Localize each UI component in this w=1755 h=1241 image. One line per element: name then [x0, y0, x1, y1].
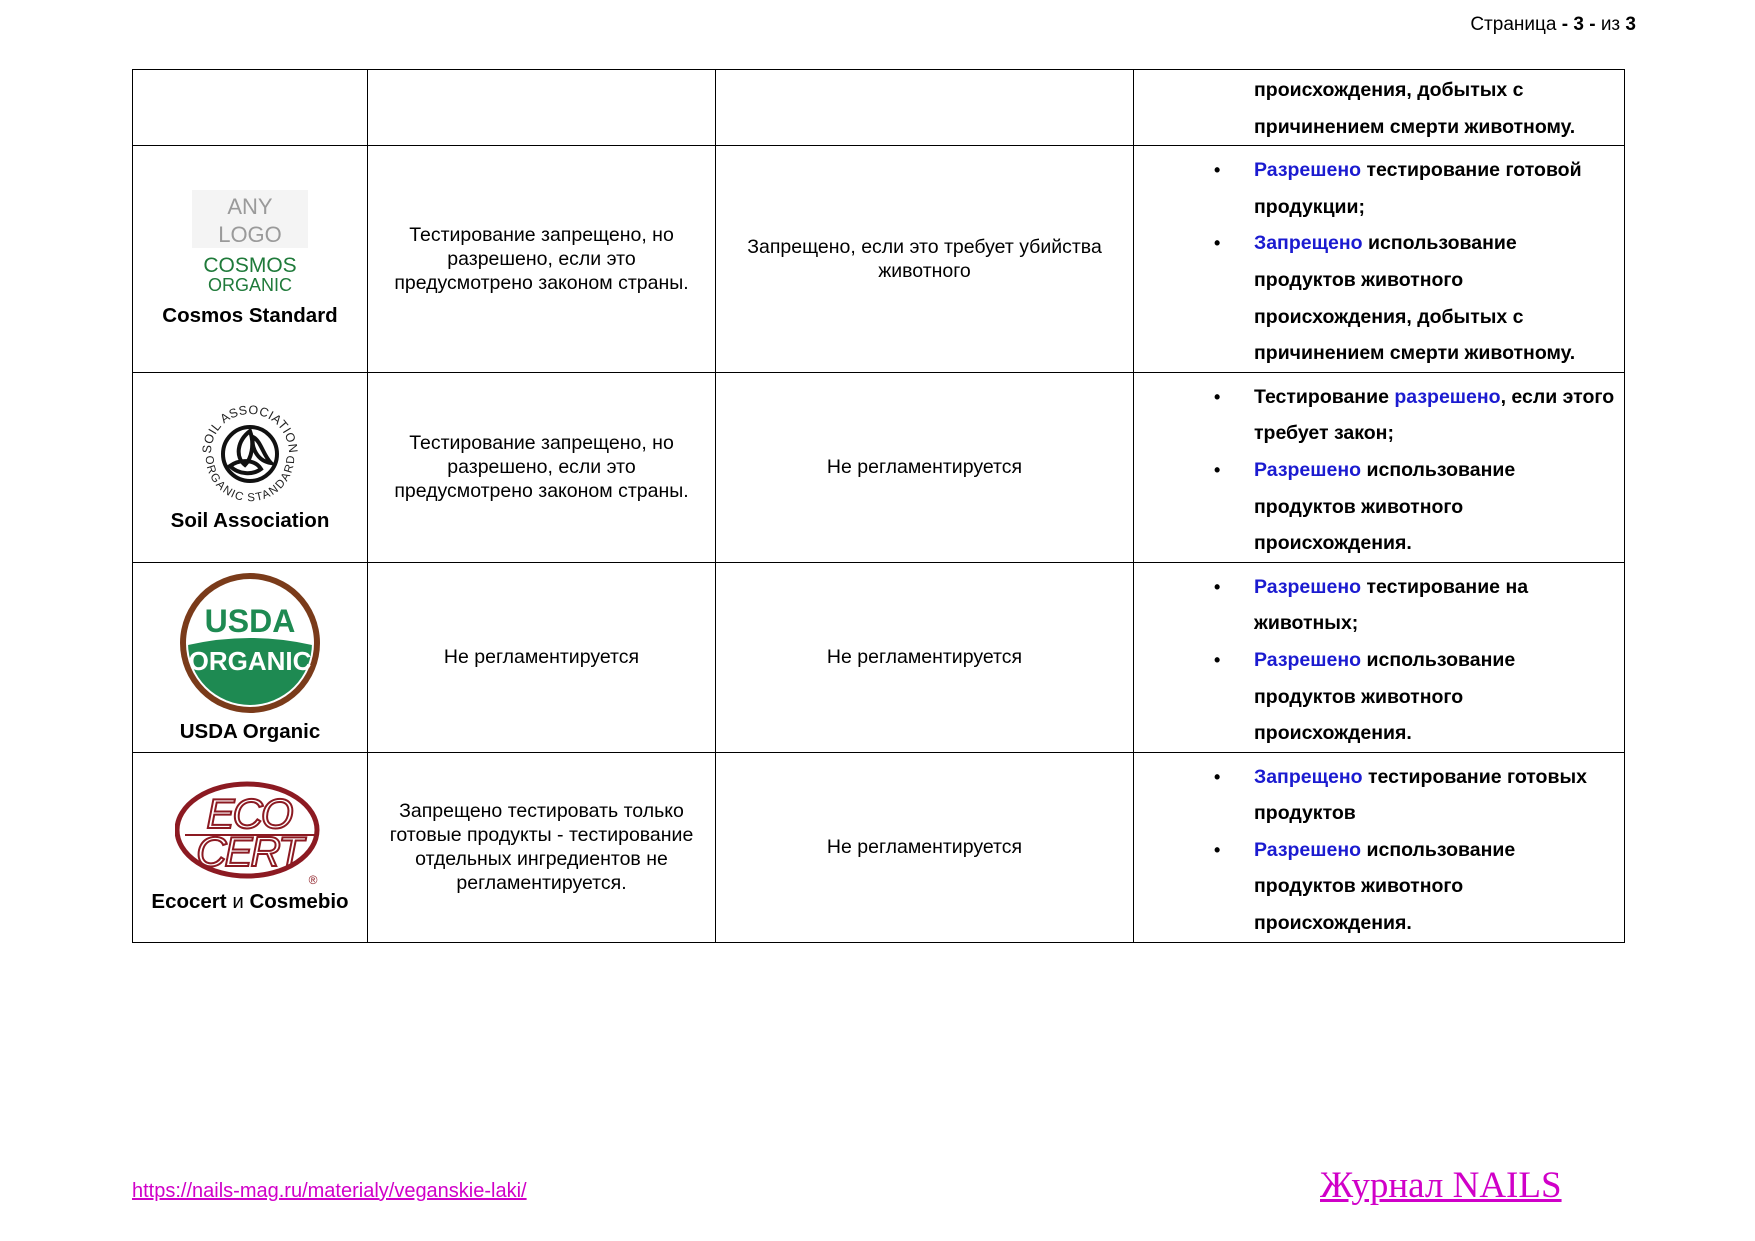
- cosmos-logo-text-1: ANY: [227, 193, 273, 219]
- rules-cell: [1134, 146, 1625, 373]
- cert-name: [133, 890, 367, 914]
- bullet-icon: •: [1214, 766, 1221, 787]
- cert-name-conj: и: [226, 890, 250, 914]
- ecocert-icon: [175, 780, 325, 886]
- rules-continuation: происхождения, добытых с причинением смерти животному.: [1254, 79, 1576, 138]
- page-label: Страница: [1470, 14, 1557, 35]
- cert-cell: [133, 70, 368, 146]
- rules-list: [1134, 753, 1624, 942]
- eco-logo-text: ECO: [206, 790, 292, 838]
- rules-list: [1134, 146, 1624, 372]
- cert-name: USDA Organic: [179, 720, 321, 744]
- page-sep-2: -: [1583, 14, 1601, 35]
- table-row: [133, 146, 1625, 373]
- soil-association-logo: [133, 401, 367, 505]
- bullet-icon: •: [1214, 649, 1221, 670]
- source-link[interactable]: https://nails-mag.ru/materialy/veganskie-laki/: [132, 1180, 527, 1202]
- list-item: • Разрешено использование продуктов животного происхождения.: [1134, 642, 1616, 752]
- animal-text: Не регламентируется: [826, 836, 1023, 859]
- certification-table: [132, 69, 1625, 943]
- rules-list: [1134, 563, 1624, 752]
- list-item: • Тестирование разрешено, если этого требует закон;: [1134, 379, 1616, 452]
- rules-list: [1134, 373, 1624, 562]
- organic-logo-text: ORGANIC: [188, 646, 312, 677]
- animal-text: Запрещено, если это требует убийства животного: [747, 235, 1102, 282]
- cert-name-a: Ecocert: [151, 890, 227, 914]
- animal-cell: [716, 562, 1134, 752]
- testing-cell: [368, 752, 716, 942]
- table-row: [133, 752, 1625, 942]
- animal-cell: [716, 752, 1134, 942]
- soil-association-icon: [195, 401, 305, 505]
- registered-mark: ®: [308, 873, 318, 887]
- testing-text: Запрещено тестировать только готовые продукты - тестирование отдельных ингредиентов не регламентируется.: [389, 800, 694, 895]
- testing-cell: [368, 70, 716, 146]
- list-item: • Разрешено тестирование готовой продукции;: [1134, 152, 1616, 225]
- bullet-icon: •: [1214, 576, 1221, 597]
- current-page: 3: [1573, 14, 1584, 35]
- cert-name-b: Cosmebio: [249, 890, 349, 914]
- testing-cell: [368, 562, 716, 752]
- cert-name: Soil Association: [170, 509, 330, 533]
- rule-keyword: Разрешено: [1254, 159, 1362, 182]
- testing-text: Тестирование запрещено, но разрешено, если это предусмотрено законом страны.: [394, 223, 689, 294]
- animal-text: Не регламентируется: [826, 456, 1023, 479]
- cert-cell: [133, 752, 368, 942]
- bullet-icon: •: [1214, 233, 1221, 254]
- rule-keyword: Разрешено: [1254, 648, 1362, 671]
- list-item: • Разрешено использование продуктов животного происхождения.: [1134, 452, 1616, 562]
- testing-text: Не регламентируется: [443, 646, 640, 669]
- cosmos-organic-logo: [133, 190, 367, 300]
- testing-cell: [368, 372, 716, 562]
- rules-cell: [1134, 372, 1625, 562]
- magazine-link[interactable]: Журнал NAILS: [1320, 1165, 1562, 1206]
- page-number: [1470, 14, 1636, 36]
- testing-text: Тестирование запрещено, но разрешено, если это предусмотрено законом страны.: [394, 432, 689, 503]
- animal-cell: [716, 372, 1134, 562]
- usda-organic-logo: [133, 570, 367, 716]
- cosmos-logo-text-2: LOGO: [218, 221, 282, 247]
- cert-cell: [133, 562, 368, 752]
- usda-organic-icon: [176, 570, 324, 716]
- animal-text: Не регламентируется: [826, 646, 1023, 669]
- cert-logo-text: CERT: [196, 828, 302, 876]
- bullet-icon: •: [1214, 386, 1221, 407]
- total-pages: 3: [1625, 14, 1636, 35]
- soil-logo-top-text: SOIL ASSOCIATION: [199, 402, 301, 455]
- table-row: [133, 70, 1625, 146]
- rules-cell: [1134, 70, 1625, 146]
- animal-cell: [716, 146, 1134, 373]
- table-row: [133, 562, 1625, 752]
- cosmos-logo-text-4: ORGANIC: [207, 274, 293, 295]
- of-label: из: [1600, 14, 1621, 35]
- rule-keyword: разрешено: [1394, 385, 1501, 408]
- list-item: • Запрещено использование продуктов животного происхождения, добытых с причинением смерти животному.: [1134, 225, 1616, 371]
- cert-cell: [133, 146, 368, 373]
- soil-logo-bottom-text: ORGANIC STANDARD: [202, 455, 298, 505]
- animal-cell: [716, 70, 1134, 146]
- page-sep-1: -: [1556, 14, 1574, 35]
- list-item: • Разрешено тестирование на животных;: [1134, 569, 1616, 642]
- bullet-icon: •: [1214, 160, 1221, 181]
- cert-name: Cosmos Standard: [162, 303, 338, 327]
- list-item: • Запрещено тестирование готовых продуктов: [1134, 759, 1616, 832]
- rule-keyword: Запрещено: [1254, 232, 1363, 255]
- usda-logo-text: USDA: [204, 603, 296, 640]
- list-item: • Разрешено использование продуктов животного происхождения.: [1134, 832, 1616, 942]
- rule-keyword: Разрешено: [1254, 458, 1362, 481]
- testing-cell: [368, 146, 716, 373]
- rules-cell: [1134, 752, 1625, 942]
- rules-cell: [1134, 562, 1625, 752]
- rule-keyword: Разрешено: [1254, 575, 1362, 598]
- rule-keyword: Запрещено: [1254, 765, 1363, 788]
- cosmos-logo-text-3: COSMOS: [203, 253, 297, 277]
- cosmos-logo-icon: [190, 190, 310, 300]
- cert-cell: [133, 372, 368, 562]
- bullet-icon: •: [1214, 459, 1221, 480]
- table-row: [133, 372, 1625, 562]
- rule-keyword: Разрешено: [1254, 838, 1362, 861]
- ecocert-logo: [133, 780, 367, 886]
- bullet-icon: •: [1214, 839, 1221, 860]
